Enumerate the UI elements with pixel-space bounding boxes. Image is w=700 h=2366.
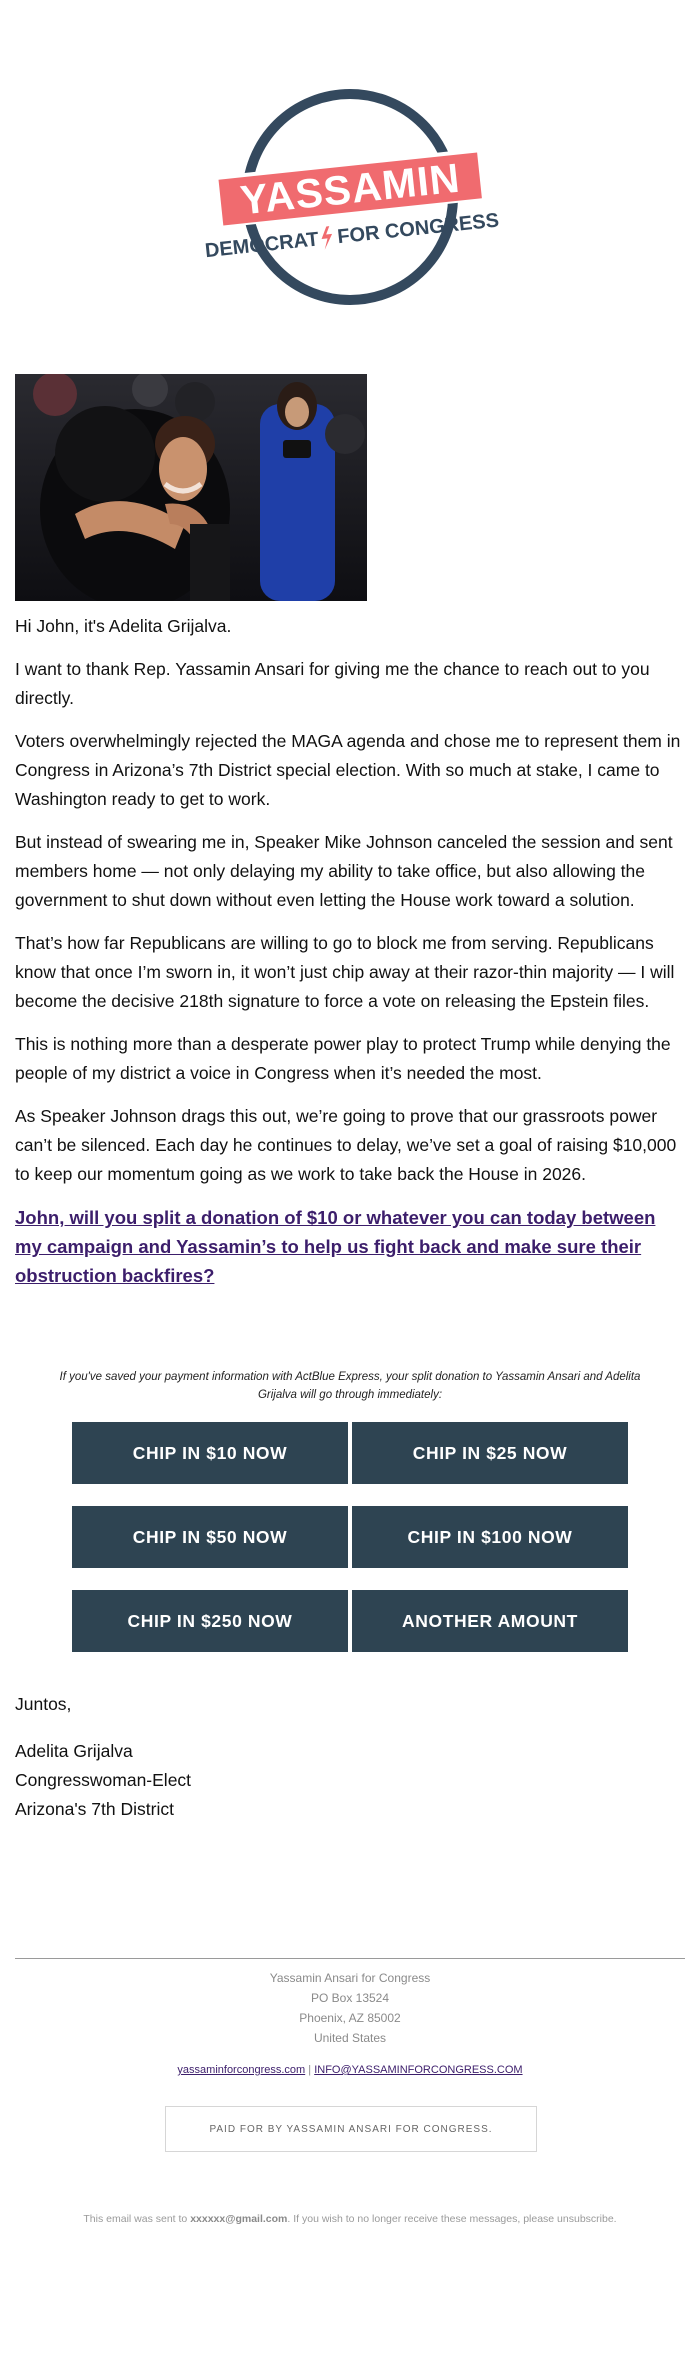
unsubscribe-line [0, 2213, 700, 2225]
footer-country: United States [313, 2031, 387, 2045]
email-body [15, 612, 685, 1290]
footer-city: Phoenix, AZ 85002 [299, 2011, 401, 2025]
photo-image [15, 374, 367, 601]
chip-in-100-button[interactable]: CHIP IN $100 NOW [352, 1506, 628, 1568]
body-paragraph: That’s how far Republicans are willing to go to block me from serving. Republicans know that once I’m sworn in, it won’t just chip away at their razor-thin majority — I will become the decisive 218th signature to force a vote on releasing the Epstein files. [15, 933, 675, 1011]
chip-in-10-button[interactable]: CHIP IN $10 NOW [72, 1422, 348, 1484]
greeting: Hi John, it's Adelita Grijalva. [15, 616, 232, 636]
lightning-bolt-icon [320, 226, 333, 250]
body-paragraph: I want to thank Rep. Yassamin Ansari for giving me the chance to reach out to you directly. [15, 659, 650, 708]
signer-name: Adelita Grijalva [15, 1741, 133, 1761]
unsub-prefix: This email was sent to [83, 2213, 188, 2225]
link-separator: | [308, 2064, 312, 2076]
signature-block [15, 1690, 415, 1824]
logo-tagline-left: DEMOCRAT [204, 228, 320, 263]
chip-in-250-button[interactable]: CHIP IN $250 NOW [72, 1590, 348, 1652]
actblue-express-note: If you've saved your payment information with ActBlue Express, your split donation to Yassamin Ansari and Adelita Grijalva will go through immediately: [59, 1371, 641, 1401]
another-amount-button[interactable]: ANOTHER AMOUNT [352, 1590, 628, 1652]
website-link[interactable]: yassaminforcongress.com [177, 2064, 306, 2076]
body-paragraph: But instead of swearing me in, Speaker Mike Johnson canceled the session and sent members home — not only delaying my ability to take office, but also allowing the government to shut down without even letting the House work toward a solution. [15, 832, 673, 910]
campaign-logo [200, 82, 500, 312]
footer [0, 1968, 700, 2080]
header-logo-area [0, 0, 700, 340]
body-paragraph: As Speaker Johnson drags this out, we’re going to prove that our grassroots power can’t be silenced. Each day he continues to delay, we’ve set a goal of raising $10,000 to keep our momentum going as we work to take back the House in 2026. [15, 1106, 677, 1184]
signer-district: Arizona's 7th District [15, 1799, 174, 1819]
body-paragraph: This is nothing more than a desperate power play to protect Trump while denying the people of my district a voice in Congress when it’s needed the most. [15, 1034, 671, 1083]
footer-org: Yassamin Ansari for Congress [269, 1971, 431, 1985]
recipient-email: xxxxxx@gmail.com [190, 2213, 288, 2225]
chip-in-25-button[interactable]: CHIP IN $25 NOW [352, 1422, 628, 1484]
logo-tagline-right: FOR CONGRESS [336, 209, 500, 249]
footer-divider [15, 1958, 685, 1959]
signer-title: Congresswoman-Elect [15, 1770, 192, 1790]
donate-cta-link[interactable]: John, will you split a donation of $10 or whatever you can today between my campaign and Yassamin’s to help us fight back and make sure their obstruction backfires? [15, 1207, 656, 1286]
closing: Juntos, [15, 1694, 72, 1714]
unsub-suffix[interactable]: . If you wish to no longer receive these messages, please unsubscribe. [287, 2213, 617, 2225]
footer-links [0, 2060, 700, 2080]
paid-for-box: PAID FOR BY YASSAMIN ANSARI FOR CONGRESS. [165, 2106, 537, 2152]
chip-in-50-button[interactable]: CHIP IN $50 NOW [72, 1506, 348, 1568]
body-paragraph: Voters overwhelmingly rejected the MAGA agenda and chose me to represent them in Congress in Arizona’s 7th District special election. With so much at stake, I came to Washington ready to get to work. [15, 731, 681, 809]
email-link[interactable]: INFO@YASSAMINFORCONGRESS.COM [314, 2064, 523, 2076]
footer-po-box: PO Box 13524 [310, 1991, 390, 2005]
logo-name: YASSAMIN [238, 154, 463, 224]
candidate-photo [15, 374, 367, 601]
